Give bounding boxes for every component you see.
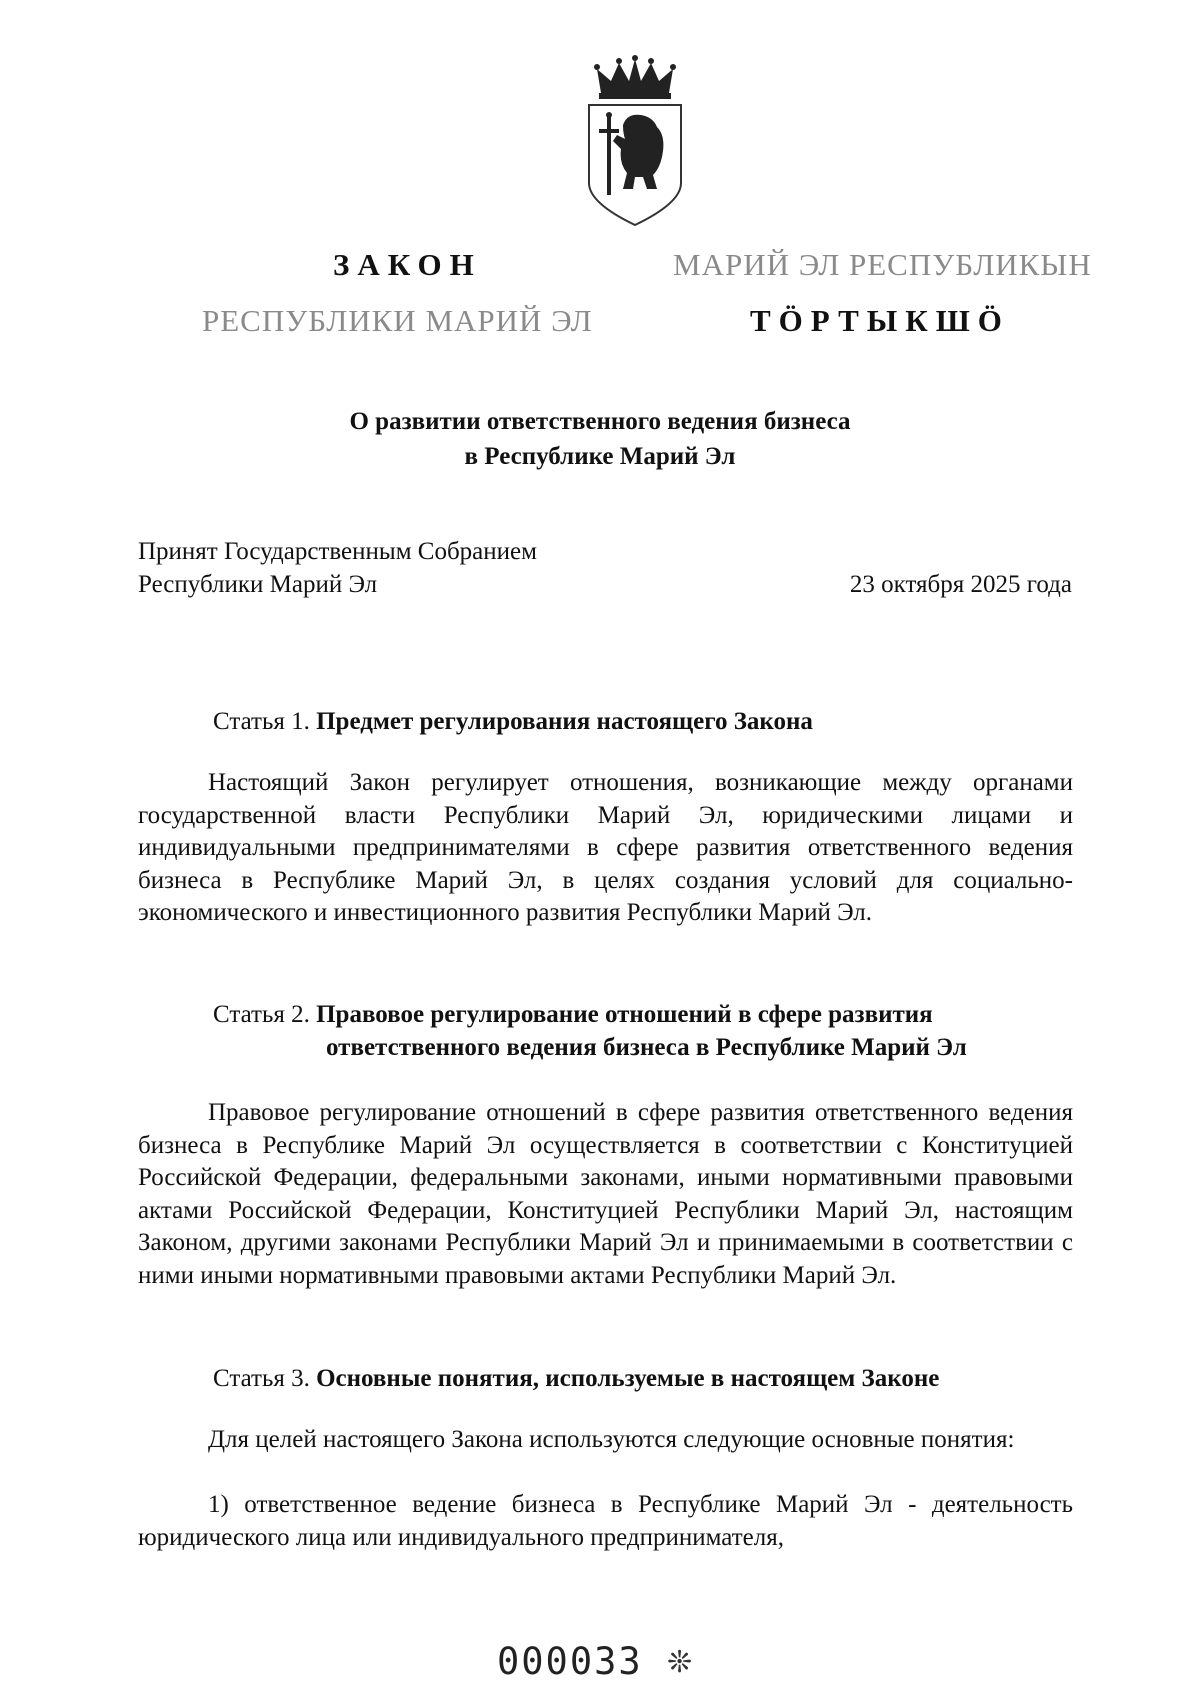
law-title [0,404,1200,474]
article-1-text: Настоящий Закон регулирует отношения, возникающие между органами государственной власти Республики Марий Эл, юридическими лицами и индивидуальными предпринимателями в сфере развития ответственного ведения бизнеса в Республике Марий Эл, в целях создания условий для социально-экономического и инвестиционного развития Республики Марий Эл. [138,769,1073,926]
article-3-title: Основные понятия, используемые в настоящем Законе [316,1365,940,1392]
article-2-title-line2: ответственного ведения бизнеса в Республике Марий Эл [326,1034,967,1061]
article-1-prefix: Статья 1. [213,708,310,735]
page-serial-number: 000033 [497,1640,643,1683]
coat-of-arms-emblem [583,55,688,227]
article-2-text: Правовое регулирование отношений в сфере развития ответственного ведения бизнеса в Республике Марий Эл осуществляется в соответствии с Конституцией Российской Федерации, федеральными законами, иными нормативными правовыми актами Российской Федерации, Конституцией Республики Марий Эл, настоящим Законом, другими законами Республики Марий Эл и принимаемыми в соответствии с ними иными нормативными правовыми актами Республики Марий Эл. [138,1099,1073,1289]
adoption-line2: Республики Марий Эл [138,571,378,598]
asterisk-mark-icon: ❊ [667,1646,693,1679]
header-tortykshyo: ТӦРТЫКШӦ [750,303,1010,338]
header-zakon: ЗАКОН [333,247,482,282]
header-republic-ru: РЕСПУБЛИКИ МАРИЙ ЭЛ [202,303,593,338]
article-3-heading [213,1362,939,1395]
adoption-block [138,535,537,601]
law-title-line2: в Республике Марий Эл [464,443,736,470]
adoption-date: 23 октября 2025 года [849,571,1072,598]
article-3-prefix: Статья 3. [213,1365,310,1392]
article-3-item-1: 1) ответственное ведение бизнеса в Республике Марий Эл - деятельность юридического лица или индивидуального предпринимателя, [138,1491,1073,1551]
article-3-text: Для целей настоящего Закона используются следующие основные понятия: [208,1426,1015,1453]
header-republic-mari: МАРИЙ ЭЛ РЕСПУБЛИКЫН [673,247,1092,282]
article-2-prefix: Статья 2. [213,1001,310,1028]
article-1-title: Предмет регулирования настоящего Закона [316,708,813,735]
adoption-line1: Принят Государственным Собранием [138,538,537,565]
article-2-title-line1: Правовое регулирование отношений в сфере развития [316,1001,933,1028]
article-2-heading [213,998,1083,1064]
article-1-heading [213,705,813,738]
law-title-line1: О развитии ответственного ведения бизнеса [349,408,851,435]
